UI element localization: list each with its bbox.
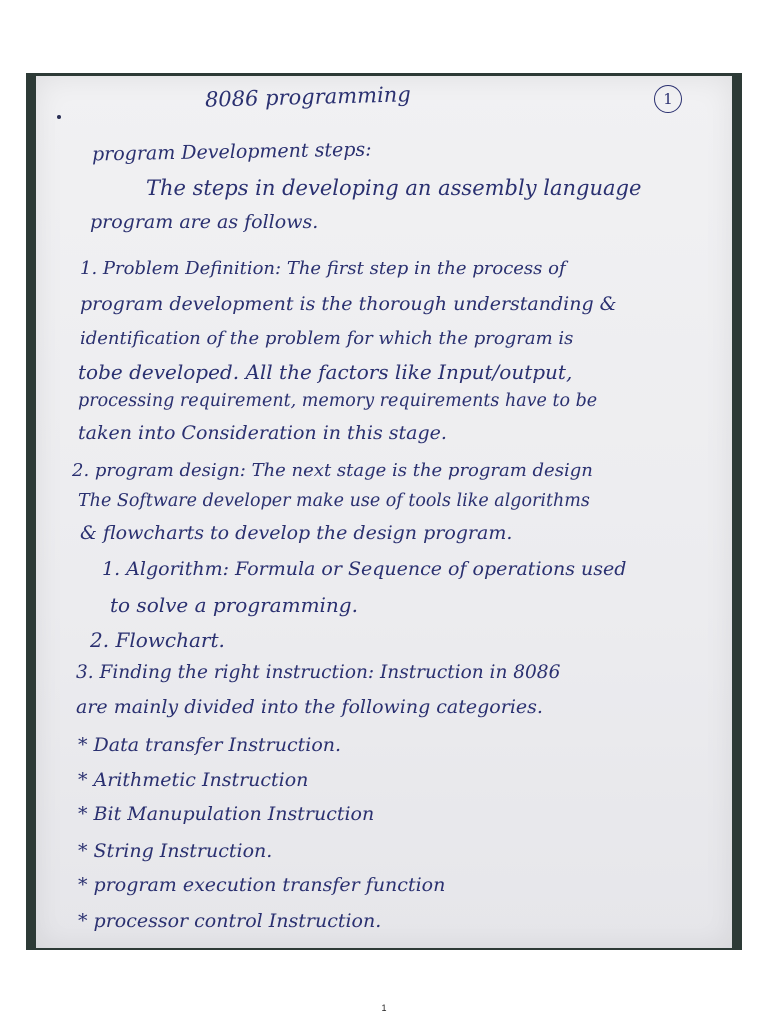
list-item: * Data transfer Instruction.	[78, 734, 342, 756]
text-line: processing requirement, memory requirements have to be	[78, 391, 598, 411]
text-line: The steps in developing an assembly language	[146, 176, 642, 200]
page-number-circle: 1	[654, 85, 682, 113]
list-item: * Arithmetic Instruction	[78, 769, 309, 791]
text-line: identification of the problem for which the program is	[80, 328, 574, 349]
section-heading: program Development steps:	[91, 138, 372, 166]
text-line: 1. Problem Definition: The first step in the process of	[80, 258, 566, 279]
text-line: program are as follows.	[90, 211, 319, 233]
list-item: * program execution transfer function	[78, 874, 446, 896]
text-line: to solve a programming.	[110, 593, 358, 617]
text-line: tobe developed. All the factors like Input/output,	[78, 360, 573, 384]
footer-page-number: 1	[381, 1003, 387, 1013]
text-line: program development is the thorough understanding &	[80, 293, 617, 315]
list-item: * Bit Manupulation Instruction	[78, 803, 375, 825]
page-title: 8086 programming	[204, 82, 412, 112]
ink-dot	[57, 115, 61, 119]
text-line: The Software developer make use of tools like algorithms	[78, 491, 590, 511]
text-line: 1. Algorithm: Formula or Sequence of operations used	[102, 558, 627, 580]
text-line: taken into Consideration in this stage.	[78, 422, 447, 444]
list-item: * processor control Instruction.	[78, 910, 382, 932]
text-line: are mainly divided into the following categories.	[76, 696, 543, 718]
text-line: & flowcharts to develop the design program.	[80, 522, 513, 544]
text-line: 3. Finding the right instruction: Instruction in 8086	[76, 662, 561, 683]
list-item: * String Instruction.	[78, 840, 273, 862]
text-line: 2. Flowchart.	[90, 628, 225, 652]
text-line: 2. program design: The next stage is the program design	[72, 460, 593, 481]
